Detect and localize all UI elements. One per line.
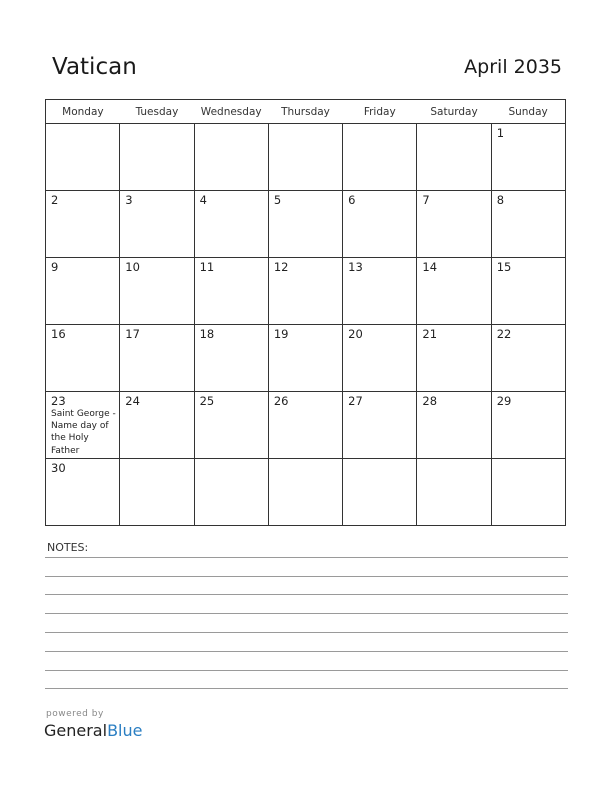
- day-number: 16: [51, 327, 66, 341]
- day-cell-content: [200, 193, 268, 255]
- note-line: [45, 688, 568, 689]
- day-number: 10: [125, 260, 140, 274]
- calendar-day-cell[interactable]: [268, 258, 342, 325]
- day-cell-content: [497, 260, 565, 322]
- note-line: [45, 632, 568, 633]
- day-cell-content: [348, 193, 416, 255]
- day-number: 19: [273, 327, 289, 341]
- day-cell-content: [125, 461, 193, 523]
- month-year-title: April 2035: [464, 56, 562, 78]
- brand-blue-text: Blue: [107, 721, 143, 740]
- day-number: 26: [273, 394, 289, 408]
- day-cell-content: [348, 126, 416, 188]
- day-cell-content: [422, 327, 490, 389]
- weekday-monday: Monday: [46, 100, 120, 124]
- calendar-day-cell[interactable]: [417, 392, 491, 459]
- day-cell-content: [348, 260, 416, 322]
- weekday-friday: Friday: [343, 100, 417, 124]
- day-number: 28: [422, 394, 438, 408]
- day-number: 6: [348, 193, 356, 207]
- day-cell-content: [51, 260, 119, 322]
- day-cell-content: [200, 327, 268, 389]
- day-cell-content: [422, 193, 490, 255]
- day-cell-content: [348, 327, 416, 389]
- calendar-week-row: [46, 258, 566, 325]
- day-cell-content: [348, 461, 416, 523]
- weekday-thursday: Thursday: [268, 100, 342, 124]
- day-cell-content: [274, 461, 342, 523]
- calendar-day-cell[interactable]: [417, 325, 491, 392]
- calendar-day-cell[interactable]: [46, 124, 120, 191]
- calendar-day-cell[interactable]: [343, 258, 417, 325]
- day-number: 17: [125, 327, 140, 341]
- day-number: 18: [199, 327, 215, 341]
- note-line: [45, 670, 568, 671]
- day-number: 9: [51, 260, 59, 274]
- day-cell-content: [125, 193, 193, 255]
- calendar-day-cell[interactable]: [417, 258, 491, 325]
- calendar-day-cell[interactable]: [120, 459, 194, 526]
- day-number: 2: [51, 193, 59, 207]
- calendar-day-cell[interactable]: [194, 392, 268, 459]
- day-number: 12: [273, 260, 289, 274]
- day-cell-content: [497, 394, 565, 456]
- day-cell-content: [422, 394, 490, 456]
- brand-general-text: General: [44, 721, 108, 740]
- weekday-sunday: Sunday: [491, 100, 565, 124]
- calendar-week-row: [46, 459, 566, 526]
- calendar-day-cell[interactable]: [46, 258, 120, 325]
- day-number: 8: [496, 193, 505, 207]
- powered-by-text: powered by: [46, 709, 104, 719]
- calendar-day-cell[interactable]: [268, 392, 342, 459]
- day-cell-content: [348, 394, 416, 456]
- calendar-day-cell[interactable]: [120, 392, 194, 459]
- weekday-header-row: [46, 100, 566, 124]
- day-cell-content: [125, 327, 193, 389]
- day-number: 30: [51, 461, 66, 475]
- calendar-week-row: [46, 392, 566, 459]
- day-cell-content: [422, 260, 490, 322]
- day-cell-content: [200, 461, 268, 523]
- calendar-day-cell[interactable]: [194, 325, 268, 392]
- day-cell-content: [51, 461, 119, 523]
- day-number: 5: [273, 193, 282, 207]
- calendar-day-cell[interactable]: [268, 325, 342, 392]
- day-cell-content: [497, 193, 565, 255]
- day-number: 3: [125, 193, 133, 207]
- calendar-day-cell[interactable]: [194, 258, 268, 325]
- day-cell-content: [125, 126, 193, 188]
- day-number: 1: [496, 126, 505, 140]
- calendar-day-cell[interactable]: [120, 124, 194, 191]
- generalblue-logo[interactable]: [44, 721, 142, 740]
- weekday-wednesday: Wednesday: [194, 100, 268, 124]
- calendar-day-cell[interactable]: [194, 124, 268, 191]
- calendar-week-row: [46, 191, 566, 258]
- note-line: [45, 594, 568, 595]
- country-title: Vatican: [52, 54, 137, 80]
- day-number: 23: [51, 394, 66, 408]
- day-number: 15: [496, 260, 512, 274]
- calendar-day-cell[interactable]: [491, 325, 565, 392]
- day-cell-content: [200, 260, 268, 322]
- calendar-day-cell[interactable]: [491, 392, 565, 459]
- calendar-day-cell[interactable]: [491, 124, 565, 191]
- day-cell-content: [274, 327, 342, 389]
- calendar-day-cell[interactable]: [268, 191, 342, 258]
- calendar-day-cell[interactable]: [417, 459, 491, 526]
- day-number: 7: [422, 193, 430, 207]
- day-cell-content: [497, 461, 565, 523]
- calendar-day-cell[interactable]: [120, 191, 194, 258]
- calendar-grid: [45, 99, 566, 526]
- day-cell-content: [51, 193, 119, 255]
- calendar-day-cell[interactable]: [268, 124, 342, 191]
- calendar-day-cell[interactable]: [491, 258, 565, 325]
- day-number: 20: [348, 327, 363, 341]
- day-number: 21: [422, 327, 438, 341]
- holiday-label: Saint George - Name day of the Holy Father: [51, 409, 116, 456]
- day-cell-content: [422, 461, 490, 523]
- calendar-day-cell[interactable]: [120, 258, 194, 325]
- day-cell-content: [51, 394, 119, 456]
- day-cell-content: [125, 394, 193, 456]
- calendar-day-cell[interactable]: [343, 191, 417, 258]
- day-cell-content: [51, 327, 119, 389]
- calendar-day-cell[interactable]: [46, 459, 120, 526]
- day-cell-content: [274, 126, 342, 188]
- weekday-tuesday: Tuesday: [120, 100, 194, 124]
- calendar-day-cell[interactable]: [343, 124, 417, 191]
- calendar-day-cell[interactable]: [120, 325, 194, 392]
- day-cell-content: [274, 193, 342, 255]
- day-cell-content: [200, 126, 268, 188]
- day-number: 14: [422, 260, 438, 274]
- calendar-day-cell[interactable]: [491, 459, 565, 526]
- day-cell-content: [51, 126, 119, 188]
- day-cell-content: [274, 394, 342, 456]
- day-cell-content: [200, 394, 268, 456]
- calendar-day-cell[interactable]: [194, 459, 268, 526]
- day-number: 13: [348, 260, 363, 274]
- day-cell-content: [274, 260, 342, 322]
- calendar-day-cell[interactable]: [343, 392, 417, 459]
- calendar-day-cell[interactable]: [46, 392, 120, 459]
- calendar-day-cell[interactable]: [343, 459, 417, 526]
- calendar-day-cell[interactable]: [268, 459, 342, 526]
- note-line: [45, 576, 568, 577]
- day-number: 24: [125, 394, 140, 408]
- weekday-saturday: Saturday: [417, 100, 491, 124]
- notes-label: NOTES:: [47, 541, 89, 554]
- note-line: [45, 557, 568, 558]
- day-cell-content: [125, 260, 193, 322]
- day-cell-content: [422, 126, 490, 188]
- day-number: 22: [496, 327, 512, 341]
- calendar-day-cell[interactable]: [46, 191, 120, 258]
- calendar-day-cell[interactable]: [417, 124, 491, 191]
- calendar-week-row: [46, 124, 566, 191]
- note-line: [45, 613, 568, 614]
- day-number: 4: [199, 193, 207, 207]
- calendar-body: [46, 124, 566, 526]
- day-number: 27: [348, 394, 363, 408]
- calendar-day-cell[interactable]: [417, 191, 491, 258]
- calendar-day-cell[interactable]: [491, 191, 565, 258]
- day-number: 11: [199, 260, 215, 274]
- day-cell-content: [497, 126, 565, 188]
- day-cell-content: [497, 327, 565, 389]
- calendar-day-cell[interactable]: [46, 325, 120, 392]
- calendar-day-cell[interactable]: [194, 191, 268, 258]
- day-number: 29: [496, 394, 512, 408]
- calendar-day-cell[interactable]: [343, 325, 417, 392]
- calendar-week-row: [46, 325, 566, 392]
- day-number: 25: [199, 394, 215, 408]
- note-line: [45, 651, 568, 652]
